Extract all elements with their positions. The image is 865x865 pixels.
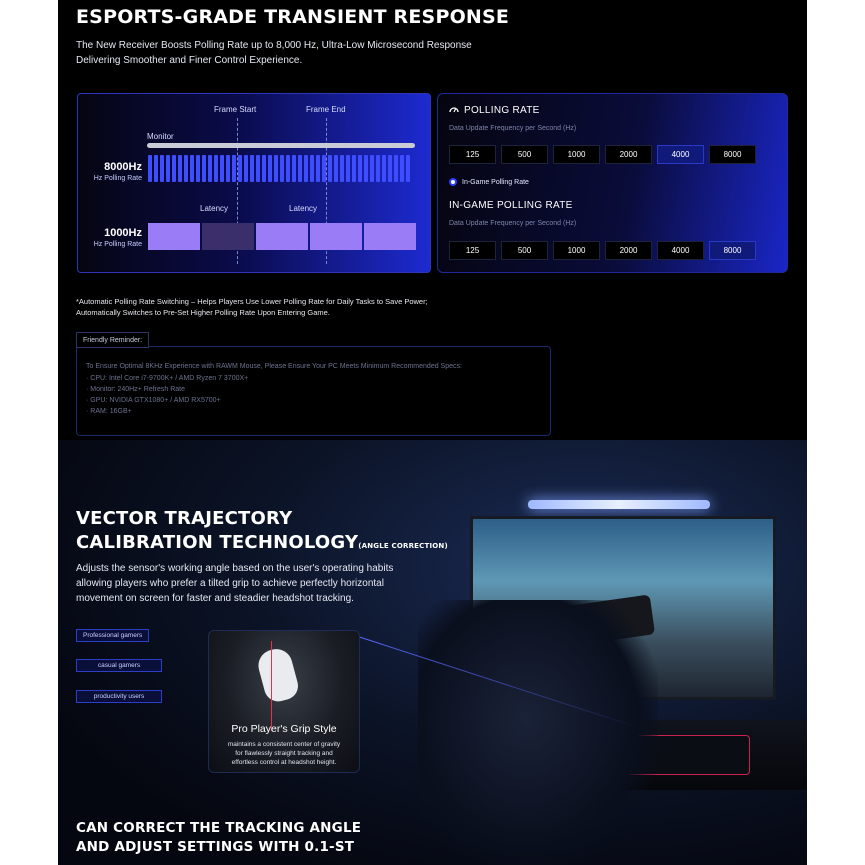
polling-tick bbox=[238, 155, 242, 182]
grip-style-text bbox=[209, 740, 359, 767]
chip-professional-gamers: Professional gamers bbox=[76, 629, 149, 642]
polling-tick bbox=[298, 155, 302, 182]
polling-tick bbox=[322, 155, 326, 182]
section-title-transient-response: ESPORTS-GRADE TRANSIENT RESPONSE bbox=[76, 6, 510, 28]
polling-tick bbox=[166, 155, 170, 182]
ingame-rate-button-8000[interactable]: 8000 bbox=[709, 241, 756, 260]
latency-label: Latency bbox=[289, 204, 318, 213]
monitor-label: Monitor bbox=[147, 132, 174, 141]
polling-rate-button-4000[interactable]: 4000 bbox=[657, 145, 704, 164]
segment bbox=[202, 223, 254, 250]
polling-rate-button-500[interactable]: 500 bbox=[501, 145, 548, 164]
spec-line: · RAM: 16GB+ bbox=[86, 408, 132, 415]
auto-switch-note bbox=[76, 296, 428, 318]
ingame-option-label: In-Game Polling Rate bbox=[462, 178, 529, 186]
spec-list bbox=[86, 373, 248, 417]
frame-end-label: Frame End bbox=[306, 105, 346, 114]
polling-rate-title: POLLING RATE bbox=[464, 104, 540, 116]
polling-tick bbox=[280, 155, 284, 182]
grip-style-title: Pro Player's Grip Style bbox=[231, 723, 337, 735]
reminder-tag: Friendly Reminder: bbox=[76, 332, 149, 348]
polling-tick bbox=[220, 155, 224, 182]
title-suffix: (ANGLE CORRECTION) bbox=[358, 542, 448, 550]
polling-tick bbox=[376, 155, 380, 182]
ingame-polling-toggle[interactable] bbox=[449, 178, 529, 186]
radio-selected-icon[interactable] bbox=[449, 178, 457, 186]
section-title-vector-trajectory bbox=[76, 507, 448, 558]
polling-tick bbox=[202, 155, 206, 182]
polling-ticks-8000 bbox=[148, 155, 416, 182]
polling-tick bbox=[400, 155, 404, 182]
bottom-headline bbox=[76, 819, 361, 857]
segment bbox=[364, 223, 416, 250]
polling-tick bbox=[196, 155, 200, 182]
grip-style-card bbox=[208, 630, 360, 773]
polling-tick bbox=[178, 155, 182, 182]
segment bbox=[148, 223, 200, 250]
spec-intro: To Ensure Optimal 8KHz Experience with RAWM Mouse, Please Ensure Your PC Meets Minimum Recommended Specs: bbox=[86, 363, 462, 370]
ingame-rate-button-500[interactable]: 500 bbox=[501, 241, 548, 260]
note-line: *Automatic Polling Rate Switching – Helps Players Use Lower Polling Rate for Daily Tasks to Save Power; bbox=[76, 297, 428, 306]
spec-line: · GPU: NVIDIA GTX1080+ / AMD RX5700+ bbox=[86, 397, 221, 404]
polling-tick bbox=[256, 155, 260, 182]
ingame-rate-button-125[interactable]: 125 bbox=[449, 241, 496, 260]
polling-tick bbox=[328, 155, 332, 182]
polling-tick bbox=[160, 155, 164, 182]
polling-tick bbox=[148, 155, 152, 182]
vector-description bbox=[76, 561, 393, 606]
polling-tick bbox=[364, 155, 368, 182]
segment bbox=[310, 223, 362, 250]
polling-rate-button-8000[interactable]: 8000 bbox=[709, 145, 756, 164]
polling-tick bbox=[394, 155, 398, 182]
rate-1000-sublabel: Hz Polling Rate bbox=[93, 241, 142, 248]
polling-tick bbox=[352, 155, 356, 182]
monitor-light-bar bbox=[528, 500, 710, 509]
grip-text-line: effortless control at headshot height. bbox=[231, 759, 337, 766]
polling-rate-panel bbox=[437, 93, 788, 273]
mouse-image bbox=[255, 645, 301, 704]
rate-8000-sublabel: Hz Polling Rate bbox=[93, 175, 142, 182]
title-line: CALIBRATION TECHNOLOGY bbox=[76, 532, 359, 553]
polling-tick bbox=[358, 155, 362, 182]
polling-tick bbox=[406, 155, 410, 182]
polling-tick bbox=[370, 155, 374, 182]
ingame-rate-options bbox=[449, 241, 756, 260]
polling-tick bbox=[268, 155, 272, 182]
description-line: Adjusts the sensor's working angle based on the user's operating habits bbox=[76, 563, 394, 574]
rate-8000-label: 8000Hz bbox=[104, 161, 142, 173]
polling-tick bbox=[292, 155, 296, 182]
polling-tick bbox=[346, 155, 350, 182]
description-line: movement on screen for faster and steadier headshot tracking. bbox=[76, 593, 354, 604]
ingame-polling-title: IN-GAME POLLING RATE bbox=[449, 200, 573, 211]
polling-tick bbox=[286, 155, 290, 182]
chip-casual-gamers: casual gamers bbox=[76, 659, 162, 672]
polling-tick bbox=[340, 155, 344, 182]
polling-tick bbox=[184, 155, 188, 182]
grip-text-line: for flawlessly straight tracking and bbox=[235, 750, 333, 757]
title-line: VECTOR TRAJECTORY bbox=[76, 508, 293, 529]
polling-tick bbox=[382, 155, 386, 182]
segment bbox=[256, 223, 308, 250]
polling-tick bbox=[190, 155, 194, 182]
reminder-box bbox=[76, 346, 551, 436]
polling-tick bbox=[208, 155, 212, 182]
gamer-silhouette bbox=[418, 600, 658, 865]
ingame-rate-button-2000[interactable]: 2000 bbox=[605, 241, 652, 260]
polling-tick bbox=[310, 155, 314, 182]
polling-rate-options bbox=[449, 145, 756, 164]
polling-tick bbox=[274, 155, 278, 182]
monitor-bar bbox=[147, 143, 415, 148]
polling-rate-button-2000[interactable]: 2000 bbox=[605, 145, 652, 164]
polling-tick bbox=[226, 155, 230, 182]
polling-tick bbox=[334, 155, 338, 182]
polling-rate-visualization bbox=[77, 93, 431, 273]
product-page bbox=[58, 0, 807, 865]
polling-rate-desc: Data Update Frequency per Second (Hz) bbox=[449, 125, 577, 132]
polling-tick bbox=[316, 155, 320, 182]
spec-line: · CPU: Intel Core i7-9700K+ / AMD Ryzen 7 3700X+ bbox=[86, 375, 249, 382]
grip-text-line: maintains a consistent center of gravity bbox=[227, 741, 341, 748]
rate-1000-label: 1000Hz bbox=[104, 227, 142, 239]
headline-line: AND ADJUST SETTINGS WITH 0.1-ST bbox=[76, 839, 355, 855]
section-description bbox=[76, 38, 472, 68]
ingame-rate-button-1000[interactable]: 1000 bbox=[553, 241, 600, 260]
spec-line: · Monitor: 240Hz+ Refresh Rate bbox=[86, 386, 186, 393]
ingame-polling-desc: Data Update Frequency per Second (Hz) bbox=[449, 220, 577, 227]
tracking-axis-line bbox=[271, 641, 272, 731]
chip-productivity-users: productivity users bbox=[76, 690, 162, 703]
polling-rate-heading bbox=[449, 104, 540, 116]
gauge-icon bbox=[449, 104, 459, 116]
polling-rate-button-125[interactable]: 125 bbox=[449, 145, 496, 164]
polling-tick bbox=[388, 155, 392, 182]
polling-segments-1000 bbox=[148, 223, 416, 250]
polling-tick bbox=[232, 155, 236, 182]
description-line: Delivering Smoother and Finer Control Experience. bbox=[76, 55, 303, 66]
polling-tick bbox=[154, 155, 158, 182]
polling-tick bbox=[250, 155, 254, 182]
polling-tick bbox=[304, 155, 308, 182]
polling-tick bbox=[262, 155, 266, 182]
polling-tick bbox=[244, 155, 248, 182]
polling-rate-button-1000[interactable]: 1000 bbox=[553, 145, 600, 164]
description-line: The New Receiver Boosts Polling Rate up to 8,000 Hz, Ultra-Low Microsecond Response bbox=[76, 40, 472, 51]
polling-tick bbox=[214, 155, 218, 182]
note-line: Automatically Switches to Pre-Set Higher Polling Rate Upon Entering Game. bbox=[76, 308, 330, 317]
description-line: allowing players who prefer a tilted grip to achieve perfectly horizontal bbox=[76, 578, 384, 589]
frame-start-label: Frame Start bbox=[214, 105, 257, 114]
ingame-rate-button-4000[interactable]: 4000 bbox=[657, 241, 704, 260]
polling-tick bbox=[172, 155, 176, 182]
latency-label: Latency bbox=[200, 204, 229, 213]
headline-line: CAN CORRECT THE TRACKING ANGLE bbox=[76, 820, 362, 836]
